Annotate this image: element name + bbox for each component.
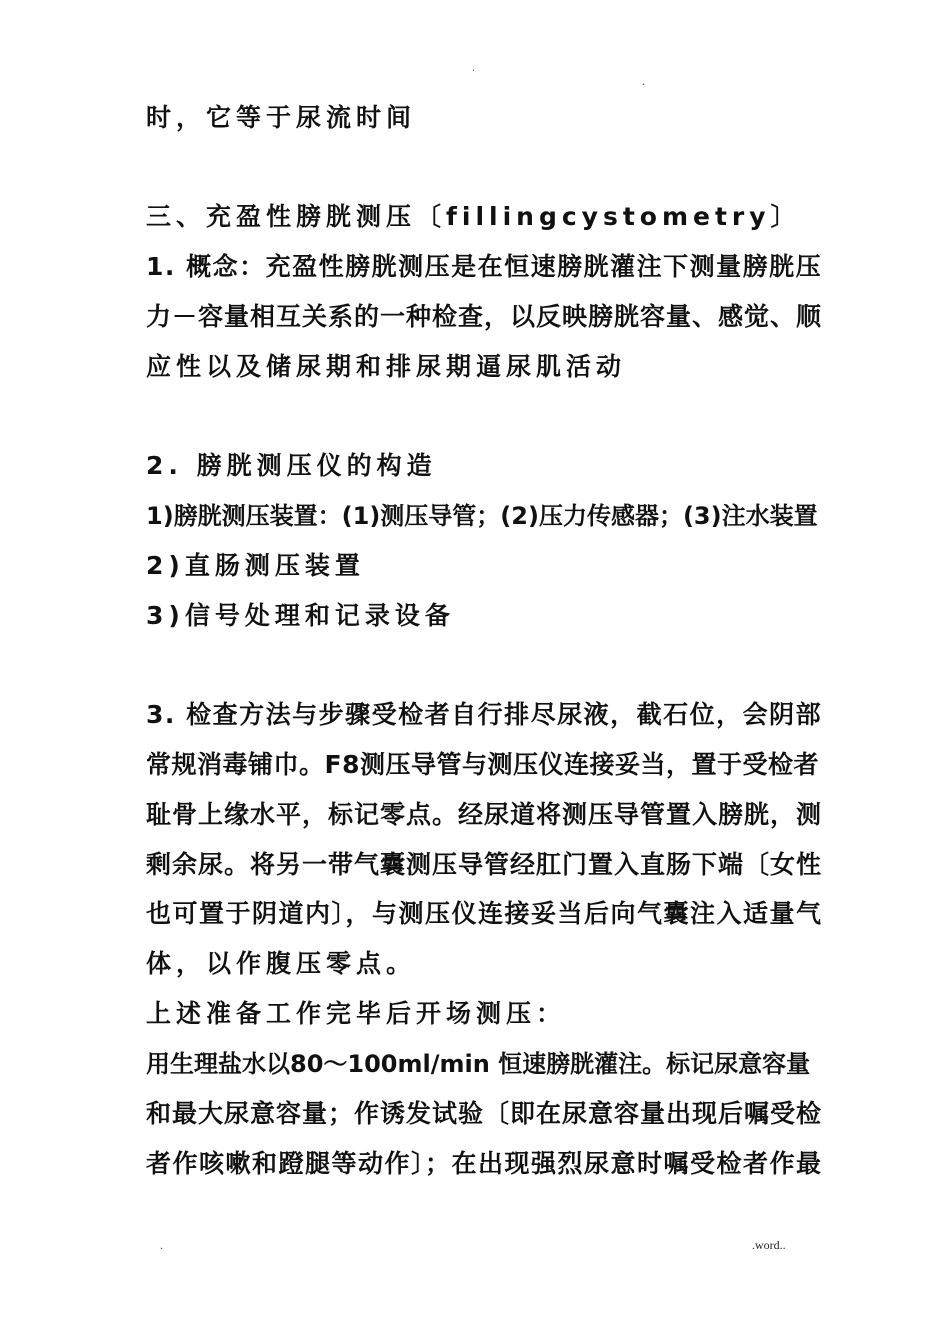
header-dot: . [472,60,475,74]
text-line: 应性以及储尿期和排尿期逼尿肌活动 [146,352,627,381]
footer-dot: . [160,1238,163,1252]
text-line: 用生理盐水以80～100ml/min 恒速膀胱灌注。标记尿意容量 [146,1050,811,1078]
text-line: 时，它等于尿流时间 [146,103,417,132]
text-line: 力－容量相互关系的一种检查，以反映膀胱容量、感觉、顺 [146,302,823,331]
text-line: 耻骨上缘水平，标记零点。经尿道将测压导管置入膀胱，测 [146,800,823,829]
subsection-heading: 2. 膀胱测压仪的构造 [146,451,437,480]
list-item: 1)膀胱测压装置：(1)测压导管；(2)压力传感器；(3)注水装置 [146,502,818,530]
text-line: 1. 概念：充盈性膀胱测压是在恒速膀胱灌注下测量膀胱压 [146,252,823,281]
footer-text: .word.. [752,1238,786,1252]
text-line: 也可置于阴道内〕，与测压仪连接妥当后向气囊注入适量气 [146,899,823,928]
section-heading: 三、充盈性膀胱测压〔fillingcystometry〕 [146,202,801,231]
text-line: 和最大尿意容量；作诱发试验〔即在尿意容量出现后嘱受检 [146,1099,823,1128]
text-line: 常规消毒铺巾。F8测压导管与测压仪连接妥当，置于受检者 [146,750,819,779]
list-item: 3)信号处理和记录设备 [146,601,455,630]
text-line: 体，以作腹压零点。 [146,949,417,978]
text-line: 上述准备工作完毕后开场测压： [146,999,567,1028]
list-item: 2)直肠测压装置 [146,551,365,580]
header-dot: . [642,74,645,88]
text-line: 者作咳嗽和蹬腿等动作〕；在出现强烈尿意时嘱受检者作最 [146,1149,823,1178]
text-line: 3. 检查方法与步骤受检者自行排尽尿液，截石位，会阴部 [146,700,823,729]
text-line: 剩余尿。将另一带气囊测压导管经肛门置入直肠下端〔女性 [146,850,823,879]
